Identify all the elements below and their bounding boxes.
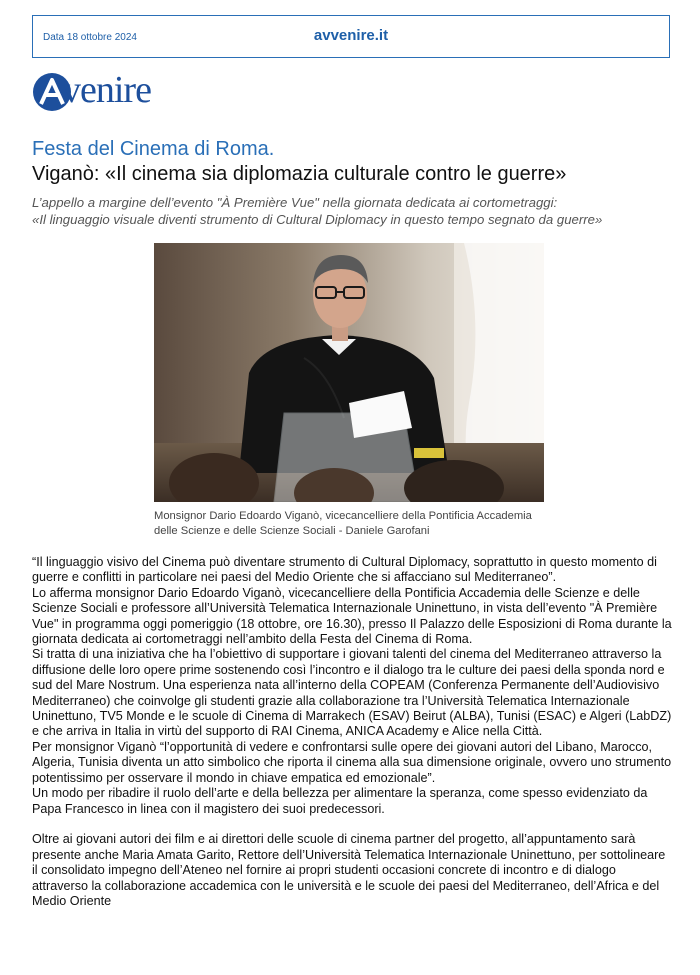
caption-line: Monsignor Dario Edoardo Viganò, vicecancelliere della Pontificia Accademia: [154, 510, 532, 522]
avvenire-logo[interactable]: [32, 70, 177, 114]
article-body: [32, 555, 672, 909]
body-paragraph: Lo afferma monsignor Dario Edoardo Viganò, vicecancelliere della Pontificia Accademia delle Scienze e delle Scienze Sociali e professore all’Università Telematica Internazionale Uninettuno, in vista dell’evento "À Première Vue" in programma oggi pomeriggio (18 ottobre, ore 16.30), presso Il Palazzo delle Esposizioni di Roma durante la giornata dedicata ai cortometraggi nell’ambito della Festa del Cinema di Roma.: [32, 585, 672, 647]
speaker-photo-illustration: [154, 243, 544, 502]
subtitle-line: «Il linguaggio visuale diventi strumento di Cultural Diplomacy in questo tempo segnato da guerre»: [32, 212, 603, 227]
logo-wordmark: venire: [62, 69, 151, 111]
header-date: Data 18 ottobre 2024: [43, 32, 137, 43]
body-paragraph: Si tratta di una iniziativa che ha l’obiettivo di supportare i giovani talenti del cinema del Mediterraneo attraverso la diffusione delle loro opere prime sostenendo così l’incontro e il dialogo tra le culture dei paesi della sponda nord e sud del Mare Nostrum. Una esperienza nata all’interno della COPEAM (Conferenza Permanente dell’Audiovisivo Mediterraneo) che coinvolge gli studenti grazie alla collaborazione tra l’Università Telematica Internazionale Uninettuno, TV5 Monde e le scuole di Cinema di Marrakech (ESAV) Beirut (ALBA), Tunisi (ESAC) e Algeri (LabDZ) e che arriva in Italia in virtù del supporto di RAI Cinema, ANICA Academy e Alice nella Città.: [32, 647, 672, 739]
article-subtitle: [32, 194, 682, 228]
article-kicker: Festa del Cinema di Roma.: [32, 138, 275, 160]
header-box: [32, 15, 670, 58]
body-paragraph: Un modo per ribadire il ruolo dell’arte e della bellezza per alimentare la speranza, come spesso evidenziato da Papa Francesco in linea con il magistero dei suoi predecessori.: [32, 786, 648, 816]
photo-caption: [154, 509, 564, 539]
article-title: Viganò: «Il cinema sia diplomazia culturale contro le guerre»: [32, 163, 567, 185]
caption-line: delle Scienze e delle Scienze Sociali - Daniele Garofani: [154, 525, 430, 537]
body-paragraph: Oltre ai giovani autori dei film e ai direttori delle scuole di cinema partner del progetto, all’appuntamento sarà presente anche Maria Amata Garito, Rettore dell’Università Telematica Internazionale Uninettuno, per sottolineare il consolidato impegno dell’Ateneo nel fornire ai propri studenti occasioni concrete di incontro e di dialogo attraverso la collaborazione accademica con le università e le scuole dei paesi del Mediterraneo, dell’Africa e del Medio Oriente: [32, 832, 666, 908]
subtitle-line: L’appello a margine dell’evento "À Première Vue" nella giornata dedicata ai cortometraggi:: [32, 195, 558, 210]
body-paragraph: Per monsignor Viganò “l’opportunità di vedere e confrontarsi sulle opere dei giovani autori del Libano, Marocco, Algeria, Tunisia diventa un atto simbolico che riporta il cinema alla sua dimensione originale, ovvero uno strumento potentissimo per osservare il mondo in chiave empatica ed emozionale”.: [32, 739, 672, 785]
header-site-link[interactable]: avvenire.it: [313, 27, 389, 44]
paragraph-spacer: [32, 817, 672, 832]
body-paragraph: “Il linguaggio visivo del Cinema può diventare strumento di Cultural Diplomacy, soprattutto in questo momento di guerre e conflitti in particolare nei paesi del Medio Oriente che si affacciano sul Mediterraneo”.: [32, 555, 657, 585]
article-photo: [154, 243, 544, 502]
